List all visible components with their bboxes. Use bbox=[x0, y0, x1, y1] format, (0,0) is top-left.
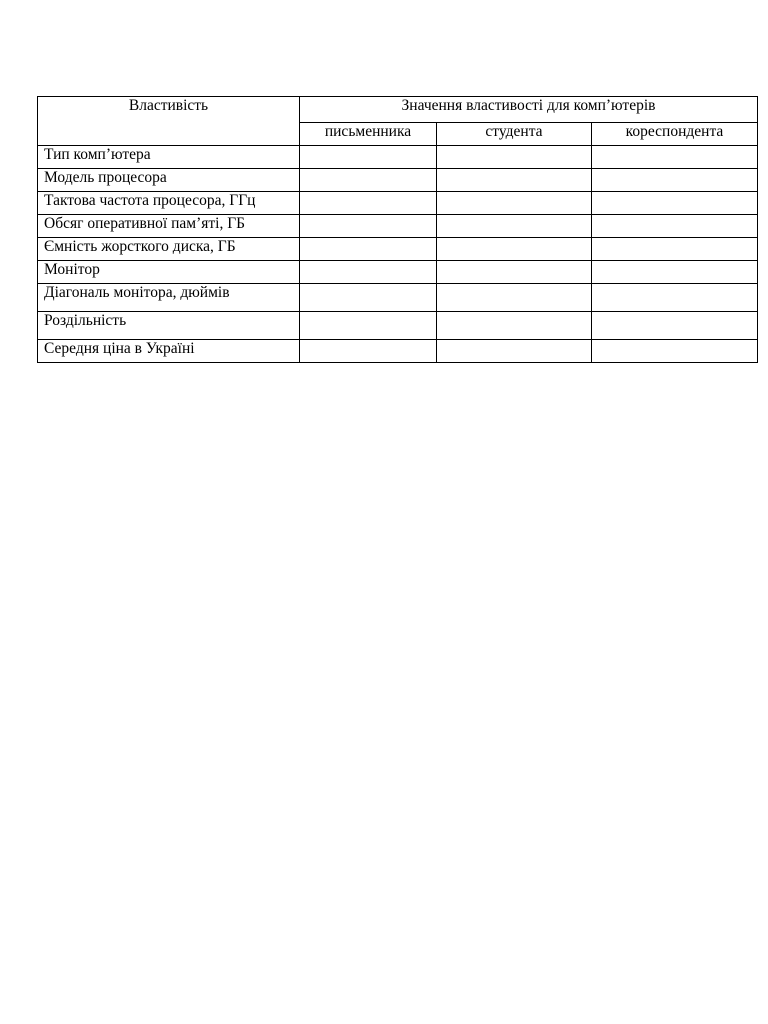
table-row bbox=[38, 169, 758, 192]
value-cell bbox=[592, 312, 758, 340]
value-cell bbox=[437, 238, 592, 261]
value-cell bbox=[300, 312, 437, 340]
header-values-group: Значення властивості для комп’ютерів bbox=[300, 97, 758, 123]
table-row bbox=[38, 238, 758, 261]
property-name: Ємність жорсткого диска, ГБ bbox=[38, 238, 300, 261]
value-cell bbox=[592, 284, 758, 312]
value-cell bbox=[437, 284, 592, 312]
table-row bbox=[38, 340, 758, 363]
value-cell bbox=[300, 215, 437, 238]
property-name: Тип комп’ютера bbox=[38, 146, 300, 169]
value-cell bbox=[592, 340, 758, 363]
table-row bbox=[38, 192, 758, 215]
value-cell bbox=[300, 192, 437, 215]
value-cell bbox=[592, 238, 758, 261]
value-cell bbox=[592, 169, 758, 192]
value-cell bbox=[300, 238, 437, 261]
property-name: Модель процесора bbox=[38, 169, 300, 192]
property-name: Діагональ монітора, дюймів bbox=[38, 284, 300, 312]
property-name: Роздільність bbox=[38, 312, 300, 340]
document-page bbox=[37, 96, 758, 363]
value-cell bbox=[592, 215, 758, 238]
property-name: Середня ціна в Україні bbox=[38, 340, 300, 363]
table-row bbox=[38, 284, 758, 312]
value-cell bbox=[437, 312, 592, 340]
value-cell bbox=[437, 169, 592, 192]
header-column-writer: письменника bbox=[300, 122, 437, 145]
value-cell bbox=[592, 146, 758, 169]
header-column-correspondent: кореспондента bbox=[592, 122, 758, 145]
value-cell bbox=[437, 215, 592, 238]
value-cell bbox=[300, 261, 437, 284]
table-row bbox=[38, 146, 758, 169]
value-cell bbox=[437, 146, 592, 169]
table-row bbox=[38, 215, 758, 238]
value-cell bbox=[300, 146, 437, 169]
property-name: Монітор bbox=[38, 261, 300, 284]
table-row bbox=[38, 261, 758, 284]
value-cell bbox=[300, 340, 437, 363]
table-row bbox=[38, 312, 758, 340]
value-cell bbox=[300, 169, 437, 192]
value-cell bbox=[592, 192, 758, 215]
value-cell bbox=[592, 261, 758, 284]
header-property: Властивість bbox=[38, 97, 300, 146]
value-cell bbox=[437, 261, 592, 284]
property-name: Тактова частота процесора, ГГц bbox=[38, 192, 300, 215]
property-name: Обсяг оперативної пам’яті, ГБ bbox=[38, 215, 300, 238]
header-column-student: студента bbox=[437, 122, 592, 145]
value-cell bbox=[437, 340, 592, 363]
value-cell bbox=[300, 284, 437, 312]
value-cell bbox=[437, 192, 592, 215]
computer-properties-table bbox=[37, 96, 758, 363]
